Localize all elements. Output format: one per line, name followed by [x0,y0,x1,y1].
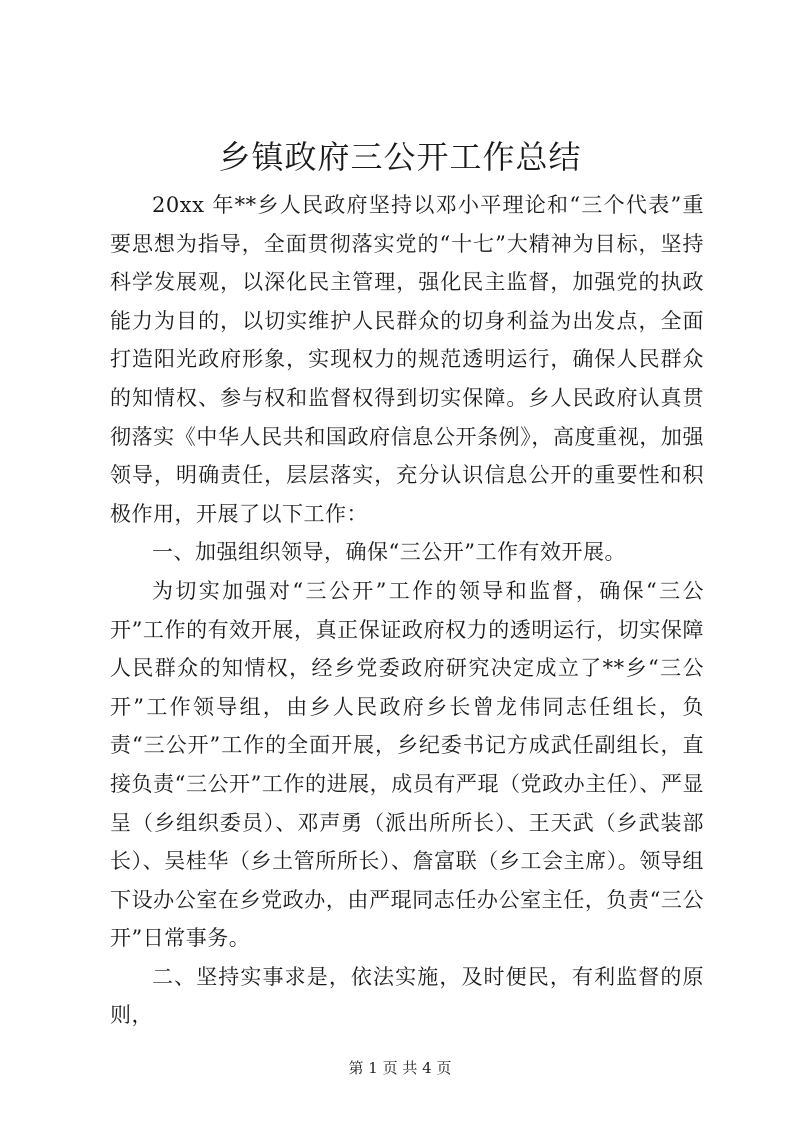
page-number-footer: 第 1 页 共 4 页 [348,1059,452,1077]
paragraph-section-1: 为切实加强对“三公开”工作的领导和监督，确保“三公开”工作的有效开展，真正保证政府权力的透明运行，切实保障人民群众的知情权，经乡党委政府研究决定成立了**乡“三公开”工作领导组，由乡人民政府乡长曾龙伟同志任组长，负责“三公开”工作的全面开展，乡纪委书记方成武任副组长，直接负责“三公开”工作的进展，成员有严琨（党政办主任）、严显呈（乡组织委员）、邓声勇（派出所所长）、王天武（乡武装部长）、吴桂华（乡土管所所长）、詹富联（乡工会主席）。领导组下设办公室在乡党政办，由严琨同志任办公室主任，负责“三公开”日常事务。 [110,578,704,951]
section-heading-2: 二、坚持实事求是，依法实施，及时便民，有利监督的原则， [110,964,704,1028]
paragraph-intro: 20xx 年**乡人民政府坚持以邓小平理论和“三个代表”重要思想为指导，全面贯彻落实党的“十七”大精神为目标，坚持科学发展观，以深化民主管理，强化民主监督，加强党的执政能力为目的，以切实维护人民群众的切身利益为出发点，全面打造阳光政府形象，实现权力的规范透明运行，确保人民群众的知情权、参与权和监督权得到切实保障。乡人民政府认真贯彻落实《中华人民共和国政府信息公开条例》，高度重视，加强领导，明确责任，层层落实，充分认识信息公开的重要性和积极作用，开展了以下工作： [110,193,704,526]
section-heading-1: 一、加强组织领导，确保“三公开”工作有效开展。 [152,540,626,565]
document-title: 乡镇政府三公开工作总结 [218,138,582,176]
document-body [110,186,704,1035]
